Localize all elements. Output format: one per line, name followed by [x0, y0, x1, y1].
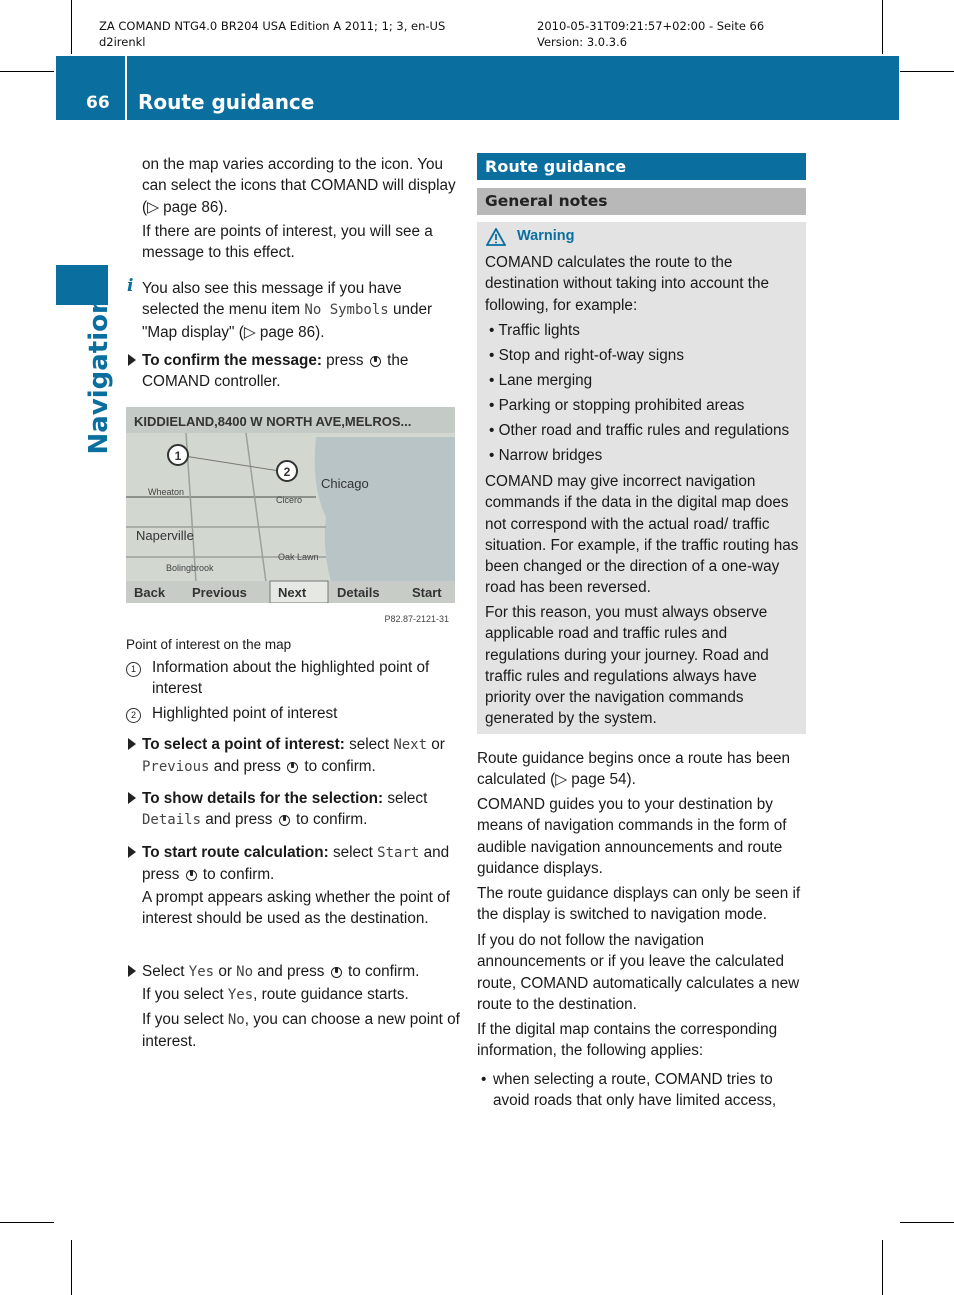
lake-area — [315, 437, 455, 582]
menu-item-code: No Symbols — [304, 302, 389, 319]
meta-line: d2irenkl — [99, 35, 146, 49]
city-label: Naperville — [136, 528, 194, 543]
right-bullet: when selecting a route, COMAND tries to avoid roads that only have limited access, — [493, 1071, 777, 1110]
step-bold: To select a point of interest: — [142, 736, 345, 753]
step-select-poi — [142, 734, 460, 779]
step-start-route — [142, 842, 460, 886]
warning-bullet-item — [489, 395, 744, 416]
softkey-details: Details — [337, 585, 380, 600]
warning-paragraph-1: COMAND calculates the route to the destination without taking into account the following, for example: — [485, 254, 770, 314]
bullet-dot: • — [489, 322, 499, 339]
step-text: and press — [142, 844, 450, 884]
right-paragraph-3: The route guidance displays can only be seen if the display is switched to navigation mode. — [477, 885, 801, 924]
menu-item-code: Yes — [227, 987, 254, 1003]
figure-caption: Point of interest on the map — [126, 637, 292, 652]
step-text: select — [387, 790, 428, 807]
map-graphic — [126, 407, 455, 629]
warning-bullet-text: Traffic lights — [498, 322, 580, 339]
page-title: Route guidance — [138, 90, 315, 114]
info-text: under "Map display" (▷ page 86). — [142, 301, 433, 341]
section-heading: Route guidance — [477, 153, 806, 180]
step-bold: To confirm the message: — [142, 352, 322, 369]
bullet-dot: • — [489, 372, 499, 389]
crop-mark — [900, 71, 954, 72]
step-text: select — [332, 844, 373, 861]
legend-text: Information about the highlighted point of interest — [152, 659, 430, 698]
step-result-yes — [142, 984, 460, 1006]
step-text: Select — [142, 963, 185, 980]
info-text: You also see this message if you have selected the menu item — [142, 280, 402, 319]
step-arrow-icon — [128, 354, 136, 366]
warning-paragraph-2: COMAND may give incorrect navigation commands if the data in the digital map does not correspond with the actual road/ traffic situation. For example, if the traffic routing has been changed or the direction of a one-way road has been reversed. — [485, 473, 799, 597]
step-text: to confirm. — [347, 963, 420, 980]
town-label: Wheaton — [148, 487, 185, 497]
legend-text: Highlighted point of interest — [152, 705, 338, 722]
map-screenshot — [126, 407, 455, 629]
menu-item-code: No — [227, 1012, 245, 1028]
left-paragraph-2: If there are points of interest, you will see a message to this effect. — [142, 223, 433, 262]
step-text: press — [326, 352, 364, 369]
crop-mark — [882, 1240, 883, 1295]
step-arrow-icon — [128, 792, 136, 804]
left-paragraph-1: on the map varies according to the icon. You can select the icons that COMAND will display (▷ page 86). — [142, 156, 456, 216]
step-text: the COMAND controller. — [142, 352, 409, 391]
warning-triangle-icon — [486, 228, 506, 246]
step-text: If you select — [142, 1011, 224, 1028]
crop-mark — [0, 1222, 54, 1223]
info-note — [142, 278, 460, 343]
step-bold: To start route calculation: — [142, 844, 329, 861]
softkey-next: Next — [278, 585, 307, 600]
step-select-yes-no — [142, 961, 460, 983]
warning-bullet-text: Lane merging — [498, 372, 593, 389]
step-text: to confirm. — [202, 866, 275, 884]
warning-bullet-item — [489, 445, 602, 466]
step-result-no — [142, 1009, 460, 1053]
warning-title: Warning — [517, 228, 575, 244]
bullet-dot: • — [489, 422, 499, 439]
step-arrow-icon — [128, 738, 136, 750]
step-text: select — [349, 736, 390, 753]
controller-press-icon — [279, 815, 290, 826]
right-paragraph-2: COMAND guides you to your destination by means of navigation commands in the form of audible navigation announcements and route guidance displays. — [477, 796, 787, 877]
town-label: Oak Lawn — [278, 552, 319, 562]
step-bold: To show details for the selection: — [142, 790, 384, 807]
controller-press-icon — [287, 762, 298, 773]
crop-mark — [71, 0, 72, 54]
warning-bullet-text: Parking or stopping prohibited areas — [498, 397, 745, 414]
legend-number: 2 — [126, 708, 141, 723]
town-label: Bolingbrook — [166, 563, 214, 573]
warning-bullet-text: Stop and right-of-way signs — [498, 347, 684, 364]
bullet-dot: • — [489, 397, 499, 414]
town-label: Cicero — [276, 495, 303, 505]
section-subheading: General notes — [477, 188, 806, 215]
crop-mark — [900, 1222, 954, 1223]
step-text: , you can choose a new point of interest. — [142, 1011, 460, 1051]
step-arrow-icon — [128, 965, 136, 977]
controller-press-icon — [186, 870, 197, 881]
warning-paragraph-3: For this reason, you must always observe applicable road and traffic rules and regulations during your journey. Road and traffic rules and regulations always have priority over the navigation commands generated by the system. — [485, 604, 769, 728]
menu-item-code: Start — [377, 845, 420, 861]
step-result: A prompt appears asking whether the point of interest should be used as the destination. — [142, 889, 450, 928]
header-divider — [125, 56, 127, 120]
info-icon: i — [127, 276, 134, 296]
softkey-start: Start — [412, 585, 442, 600]
warning-bullet-text: Narrow bridges — [498, 447, 603, 464]
step-text: , route guidance starts. — [253, 986, 409, 1003]
menu-item-code: Next — [393, 737, 428, 753]
legend-number: 1 — [126, 662, 141, 677]
step-text: and press — [213, 758, 281, 776]
figure-code: P82.87-2121-31 — [384, 614, 449, 624]
callout-2-label: 2 — [283, 465, 291, 479]
menu-item-code: Yes — [188, 964, 215, 980]
page-number: 66 — [86, 93, 110, 113]
bullet-dot: • — [481, 1071, 487, 1088]
step-text: and press — [205, 811, 273, 829]
print-meta-right — [537, 18, 764, 50]
warning-bullet-item — [489, 345, 684, 366]
softkey-back: Back — [134, 585, 166, 600]
bullet-dot: • — [489, 347, 499, 364]
step-text: or — [218, 963, 232, 980]
crop-mark — [71, 1240, 72, 1295]
controller-press-icon — [370, 356, 381, 367]
controller-press-icon — [331, 967, 342, 978]
crop-mark — [0, 71, 54, 72]
menu-item-code: Previous — [142, 759, 210, 776]
step-confirm — [142, 350, 458, 393]
softkey-previous: Previous — [192, 585, 247, 600]
warning-bullet-item — [489, 420, 789, 441]
right-paragraph-4: If you do not follow the navigation announcements or if you leave the calculated route, COMAND automatically calculates a new route to the destination. — [477, 932, 800, 1013]
step-show-details — [142, 788, 460, 832]
warning-box — [477, 222, 806, 734]
map-address-label: KIDDIELAND,8400 W NORTH AVE,MELROS... — [134, 414, 412, 429]
warning-bullet-item — [489, 370, 592, 391]
right-paragraph-5: If the digital map contains the corresponding information, the following applies: — [477, 1021, 778, 1060]
menu-item-code: No — [236, 964, 254, 980]
bullet-dot: • — [489, 447, 499, 464]
step-text: If you select — [142, 986, 224, 1003]
callout-1-label: 1 — [174, 449, 182, 463]
meta-line: 2010-05-31T09:21:57+02:00 - Seite 66 — [537, 19, 765, 33]
step-text: to confirm. — [295, 811, 368, 829]
warning-bullet-item — [489, 320, 580, 341]
meta-line: Version: 3.0.3.6 — [537, 35, 628, 49]
step-text: to confirm. — [304, 758, 376, 776]
crop-mark — [882, 0, 883, 54]
chapter-label: Navigation — [84, 295, 114, 455]
meta-line: ZA COMAND NTG4.0 BR204 USA Edition A 2011; 1; 3, en-US — [99, 19, 446, 33]
right-paragraph-1: Route guidance begins once a route has been calculated (▷ page 54). — [477, 750, 790, 789]
step-arrow-icon — [128, 846, 136, 858]
print-meta-left — [99, 18, 445, 50]
step-text: or — [431, 736, 445, 753]
step-text: and press — [257, 963, 325, 980]
city-label: Chicago — [321, 476, 369, 491]
menu-item-code: Details — [142, 812, 202, 829]
warning-bullet-text: Other road and traffic rules and regulations — [498, 422, 790, 439]
